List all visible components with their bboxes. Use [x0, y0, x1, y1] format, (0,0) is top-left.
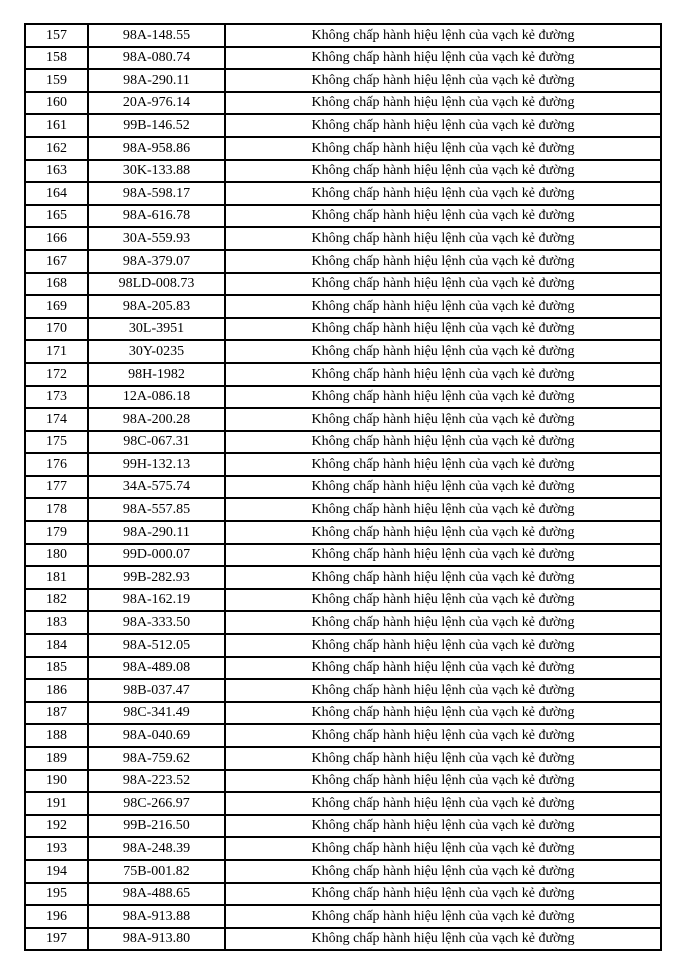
plate-number-cell: 98A-913.88: [88, 905, 225, 928]
row-number-cell: 163: [25, 160, 88, 183]
table-row: [25, 476, 661, 499]
plate-number-cell: 98A-616.78: [88, 205, 225, 228]
table-row: [25, 566, 661, 589]
row-number-cell: 169: [25, 295, 88, 318]
plate-number-cell: 98A-759.62: [88, 747, 225, 770]
table-row: [25, 792, 661, 815]
plate-number-cell: 98A-200.28: [88, 408, 225, 431]
row-number-cell: 160: [25, 92, 88, 115]
violation-cell: Không chấp hành hiệu lệnh của vạch kẻ đường: [225, 883, 661, 906]
row-number-cell: 195: [25, 883, 88, 906]
row-number-cell: 187: [25, 702, 88, 725]
row-number-cell: 167: [25, 250, 88, 273]
table-row: [25, 815, 661, 838]
violation-cell: Không chấp hành hiệu lệnh của vạch kẻ đường: [225, 634, 661, 657]
plate-number-cell: 98A-248.39: [88, 837, 225, 860]
plate-number-cell: 99H-132.13: [88, 453, 225, 476]
violation-cell: Không chấp hành hiệu lệnh của vạch kẻ đường: [225, 295, 661, 318]
plate-number-cell: 30A-559.93: [88, 227, 225, 250]
table-row: [25, 182, 661, 205]
violation-cell: Không chấp hành hiệu lệnh của vạch kẻ đường: [225, 815, 661, 838]
table-row: [25, 905, 661, 928]
table-row: [25, 273, 661, 296]
row-number-cell: 174: [25, 408, 88, 431]
violation-cell: Không chấp hành hiệu lệnh của vạch kẻ đường: [225, 160, 661, 183]
row-number-cell: 172: [25, 363, 88, 386]
plate-number-cell: 98A-512.05: [88, 634, 225, 657]
violation-cell: Không chấp hành hiệu lệnh của vạch kẻ đường: [225, 182, 661, 205]
violation-cell: Không chấp hành hiệu lệnh của vạch kẻ đường: [225, 476, 661, 499]
plate-number-cell: 98A-489.08: [88, 657, 225, 680]
plate-number-cell: 98A-598.17: [88, 182, 225, 205]
row-number-cell: 170: [25, 318, 88, 341]
plate-number-cell: 99B-216.50: [88, 815, 225, 838]
row-number-cell: 171: [25, 340, 88, 363]
plate-number-cell: 98A-080.74: [88, 47, 225, 70]
table-row: [25, 860, 661, 883]
plate-number-cell: 30L-3951: [88, 318, 225, 341]
plate-number-cell: 98A-958.86: [88, 137, 225, 160]
plate-number-cell: 75B-001.82: [88, 860, 225, 883]
violation-cell: Không chấp hành hiệu lệnh của vạch kẻ đường: [225, 566, 661, 589]
plate-number-cell: 98A-333.50: [88, 611, 225, 634]
plate-number-cell: 98A-040.69: [88, 724, 225, 747]
violation-cell: Không chấp hành hiệu lệnh của vạch kẻ đường: [225, 69, 661, 92]
table-row: [25, 544, 661, 567]
table-row: [25, 453, 661, 476]
table-row: [25, 92, 661, 115]
table-row: [25, 340, 661, 363]
violation-cell: Không chấp hành hiệu lệnh của vạch kẻ đường: [225, 250, 661, 273]
table-row: [25, 205, 661, 228]
plate-number-cell: 98A-223.52: [88, 770, 225, 793]
violation-cell: Không chấp hành hiệu lệnh của vạch kẻ đường: [225, 453, 661, 476]
row-number-cell: 168: [25, 273, 88, 296]
table-row: [25, 883, 661, 906]
violation-cell: Không chấp hành hiệu lệnh của vạch kẻ đường: [225, 408, 661, 431]
row-number-cell: 185: [25, 657, 88, 680]
plate-number-cell: 98A-379.07: [88, 250, 225, 273]
row-number-cell: 158: [25, 47, 88, 70]
violation-cell: Không chấp hành hiệu lệnh của vạch kẻ đường: [225, 679, 661, 702]
table-row: [25, 318, 661, 341]
table-row: [25, 114, 661, 137]
plate-number-cell: 99B-146.52: [88, 114, 225, 137]
table-row: [25, 408, 661, 431]
table-row: [25, 589, 661, 612]
plate-number-cell: 98A-290.11: [88, 521, 225, 544]
violation-cell: Không chấp hành hiệu lệnh của vạch kẻ đường: [225, 837, 661, 860]
row-number-cell: 159: [25, 69, 88, 92]
row-number-cell: 162: [25, 137, 88, 160]
row-number-cell: 173: [25, 386, 88, 409]
violation-cell: Không chấp hành hiệu lệnh của vạch kẻ đường: [225, 24, 661, 47]
table-row: [25, 137, 661, 160]
row-number-cell: 161: [25, 114, 88, 137]
violation-cell: Không chấp hành hiệu lệnh của vạch kẻ đường: [225, 431, 661, 454]
table-row: [25, 47, 661, 70]
violation-cell: Không chấp hành hiệu lệnh của vạch kẻ đường: [225, 724, 661, 747]
violations-table: [24, 23, 662, 951]
row-number-cell: 182: [25, 589, 88, 612]
violation-cell: Không chấp hành hiệu lệnh của vạch kẻ đường: [225, 611, 661, 634]
plate-number-cell: 98C-266.97: [88, 792, 225, 815]
row-number-cell: 190: [25, 770, 88, 793]
row-number-cell: 196: [25, 905, 88, 928]
table-row: [25, 363, 661, 386]
row-number-cell: 178: [25, 498, 88, 521]
table-row: [25, 702, 661, 725]
row-number-cell: 186: [25, 679, 88, 702]
row-number-cell: 194: [25, 860, 88, 883]
violation-cell: Không chấp hành hiệu lệnh của vạch kẻ đường: [225, 47, 661, 70]
row-number-cell: 184: [25, 634, 88, 657]
table-row: [25, 250, 661, 273]
row-number-cell: 180: [25, 544, 88, 567]
table-row: [25, 724, 661, 747]
table-row: [25, 657, 661, 680]
plate-number-cell: 98B-037.47: [88, 679, 225, 702]
row-number-cell: 181: [25, 566, 88, 589]
table-row: [25, 928, 661, 951]
plate-number-cell: 20A-976.14: [88, 92, 225, 115]
plate-number-cell: 98C-067.31: [88, 431, 225, 454]
violation-cell: Không chấp hành hiệu lệnh của vạch kẻ đường: [225, 205, 661, 228]
table-row: [25, 160, 661, 183]
row-number-cell: 179: [25, 521, 88, 544]
plate-number-cell: 34A-575.74: [88, 476, 225, 499]
violations-table-body: [25, 24, 661, 950]
table-row: [25, 295, 661, 318]
violation-cell: Không chấp hành hiệu lệnh của vạch kẻ đường: [225, 792, 661, 815]
plate-number-cell: 98A-557.85: [88, 498, 225, 521]
row-number-cell: 193: [25, 837, 88, 860]
table-row: [25, 227, 661, 250]
plate-number-cell: 12A-086.18: [88, 386, 225, 409]
row-number-cell: 183: [25, 611, 88, 634]
violation-cell: Không chấp hành hiệu lệnh của vạch kẻ đường: [225, 114, 661, 137]
plate-number-cell: 99D-000.07: [88, 544, 225, 567]
violation-cell: Không chấp hành hiệu lệnh của vạch kẻ đường: [225, 92, 661, 115]
row-number-cell: 177: [25, 476, 88, 499]
row-number-cell: 197: [25, 928, 88, 951]
row-number-cell: 157: [25, 24, 88, 47]
plate-number-cell: 99B-282.93: [88, 566, 225, 589]
violation-cell: Không chấp hành hiệu lệnh của vạch kẻ đường: [225, 273, 661, 296]
violation-cell: Không chấp hành hiệu lệnh của vạch kẻ đường: [225, 386, 661, 409]
row-number-cell: 175: [25, 431, 88, 454]
violation-cell: Không chấp hành hiệu lệnh của vạch kẻ đường: [225, 227, 661, 250]
plate-number-cell: 98A-162.19: [88, 589, 225, 612]
plate-number-cell: 98A-148.55: [88, 24, 225, 47]
row-number-cell: 166: [25, 227, 88, 250]
table-row: [25, 770, 661, 793]
table-row: [25, 24, 661, 47]
row-number-cell: 192: [25, 815, 88, 838]
table-row: [25, 386, 661, 409]
violation-cell: Không chấp hành hiệu lệnh của vạch kẻ đường: [225, 498, 661, 521]
violation-cell: Không chấp hành hiệu lệnh của vạch kẻ đường: [225, 928, 661, 951]
row-number-cell: 165: [25, 205, 88, 228]
plate-number-cell: 30Y-0235: [88, 340, 225, 363]
violation-cell: Không chấp hành hiệu lệnh của vạch kẻ đường: [225, 860, 661, 883]
violation-cell: Không chấp hành hiệu lệnh của vạch kẻ đường: [225, 657, 661, 680]
violation-cell: Không chấp hành hiệu lệnh của vạch kẻ đường: [225, 770, 661, 793]
plate-number-cell: 98A-913.80: [88, 928, 225, 951]
violation-cell: Không chấp hành hiệu lệnh của vạch kẻ đường: [225, 702, 661, 725]
violation-cell: Không chấp hành hiệu lệnh của vạch kẻ đường: [225, 318, 661, 341]
table-row: [25, 521, 661, 544]
plate-number-cell: 98C-341.49: [88, 702, 225, 725]
row-number-cell: 188: [25, 724, 88, 747]
plate-number-cell: 98A-205.83: [88, 295, 225, 318]
plate-number-cell: 98A-488.65: [88, 883, 225, 906]
violation-cell: Không chấp hành hiệu lệnh của vạch kẻ đường: [225, 905, 661, 928]
violation-cell: Không chấp hành hiệu lệnh của vạch kẻ đường: [225, 137, 661, 160]
table-row: [25, 69, 661, 92]
violation-cell: Không chấp hành hiệu lệnh của vạch kẻ đường: [225, 363, 661, 386]
plate-number-cell: 98LD-008.73: [88, 273, 225, 296]
table-row: [25, 611, 661, 634]
plate-number-cell: 98H-1982: [88, 363, 225, 386]
violation-cell: Không chấp hành hiệu lệnh của vạch kẻ đường: [225, 544, 661, 567]
violation-cell: Không chấp hành hiệu lệnh của vạch kẻ đường: [225, 521, 661, 544]
table-row: [25, 747, 661, 770]
plate-number-cell: 30K-133.88: [88, 160, 225, 183]
row-number-cell: 164: [25, 182, 88, 205]
row-number-cell: 189: [25, 747, 88, 770]
violation-cell: Không chấp hành hiệu lệnh của vạch kẻ đường: [225, 589, 661, 612]
table-row: [25, 679, 661, 702]
violation-cell: Không chấp hành hiệu lệnh của vạch kẻ đường: [225, 340, 661, 363]
plate-number-cell: 98A-290.11: [88, 69, 225, 92]
table-row: [25, 837, 661, 860]
violation-cell: Không chấp hành hiệu lệnh của vạch kẻ đường: [225, 747, 661, 770]
row-number-cell: 176: [25, 453, 88, 476]
table-row: [25, 431, 661, 454]
table-row: [25, 498, 661, 521]
row-number-cell: 191: [25, 792, 88, 815]
table-row: [25, 634, 661, 657]
